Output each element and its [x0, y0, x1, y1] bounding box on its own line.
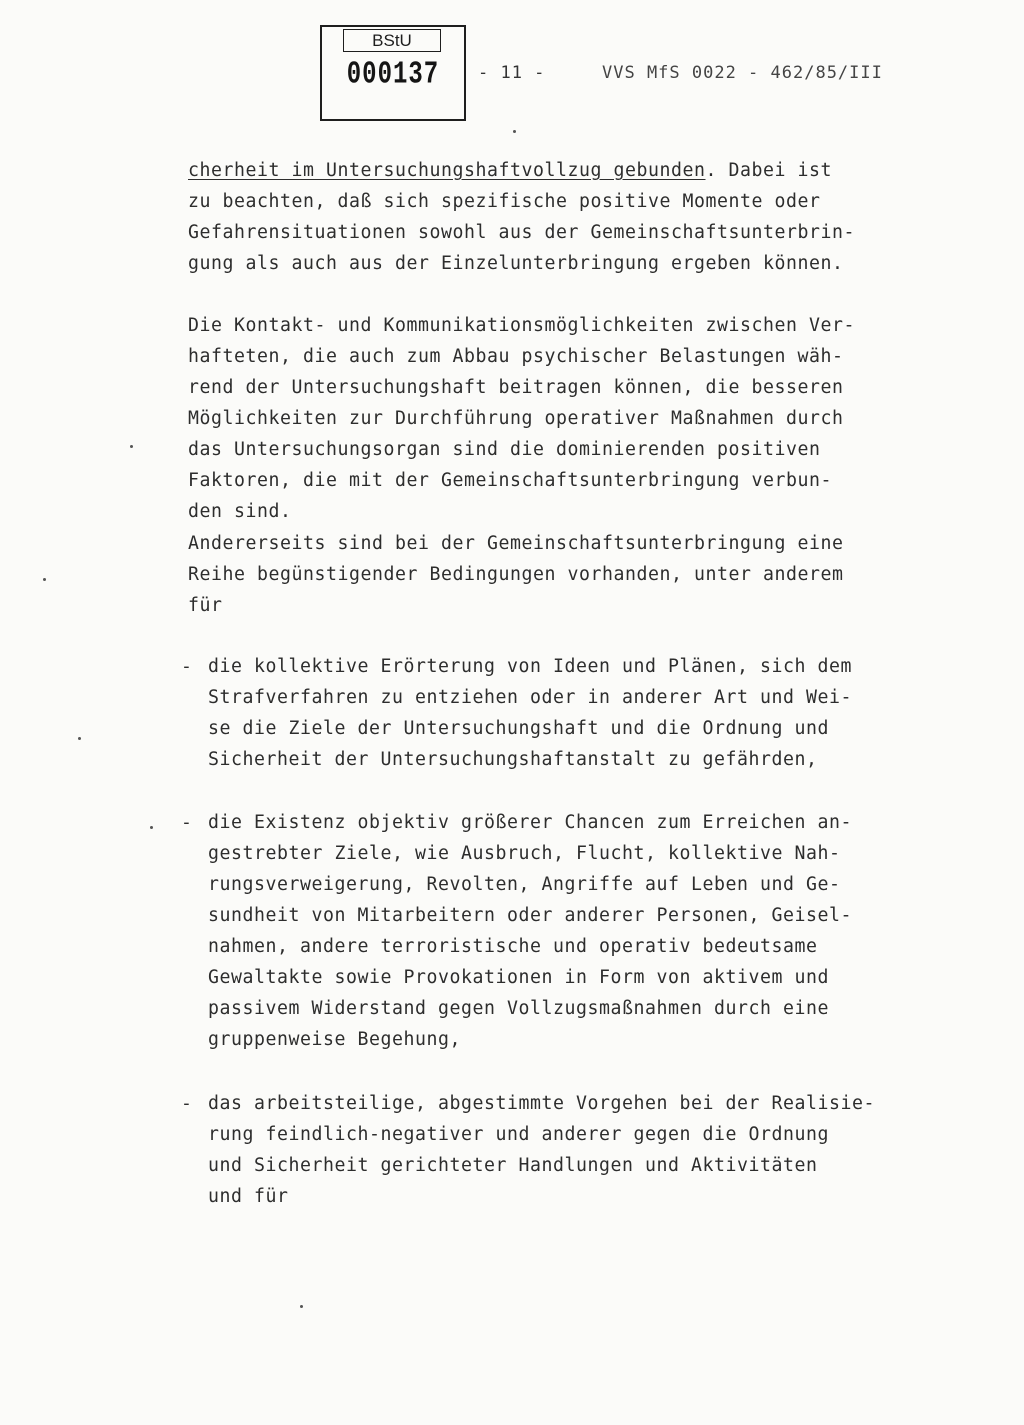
list-item-2-line-3: rungsverweigerung, Revolten, Angriffe auf Leben und Ge- — [208, 874, 841, 895]
document-reference: VVS MfS 0022 - 462/85/III — [602, 63, 883, 83]
list-item-1-line-3: se die Ziele der Untersuchungshaft und die Ordnung und — [208, 718, 829, 739]
paragraph-1-line-4: gung als auch aus der Einzelunterbringung ergeben können. — [188, 253, 844, 274]
paragraph-2-line-8: Andererseits sind bei der Gemeinschaftsunterbringung eine — [188, 533, 844, 554]
archive-stamp-label: BStU — [372, 31, 412, 50]
list-item-1-line-2: Strafverfahren zu entziehen oder in anderer Art und Wei- — [208, 687, 852, 708]
line-continuation: . Dabei ist — [705, 160, 832, 181]
list-item-2-line-5: nahmen, andere terroristische und operativ bedeutsame — [208, 936, 818, 957]
paragraph-2-line-6: Faktoren, die mit der Gemeinschaftsunterbringung verbun- — [188, 470, 832, 491]
page-number: - 11 - — [478, 63, 546, 83]
list-item-2-line-1: die Existenz objektiv größerer Chancen zum Erreichen an- — [208, 812, 852, 833]
underlined-text: cherheit im Untersuchungshaftvollzug gebunden — [188, 160, 706, 181]
paragraph-2-line-5: das Untersuchungsorgan sind die dominierenden positiven — [188, 439, 821, 460]
scan-speck — [43, 578, 46, 581]
list-item-3-line-1: das arbeitsteilige, abgestimmte Vorgehen bei der Realisie- — [208, 1093, 875, 1114]
list-item-3-line-3: und Sicherheit gerichteter Handlungen und Aktivitäten — [208, 1155, 818, 1176]
list-item-2-marker: - — [181, 812, 192, 833]
scan-speck — [150, 826, 153, 829]
scan-speck — [513, 130, 516, 133]
paragraph-1-line-2: zu beachten, daß sich spezifische positive Momente oder — [188, 191, 821, 212]
list-item-2-line-4: sundheit von Mitarbeitern oder anderer Personen, Geisel- — [208, 905, 852, 926]
list-item-3-line-4: und für — [208, 1186, 289, 1207]
list-item-2-line-7: passivem Widerstand gegen Vollzugsmaßnahmen durch eine — [208, 998, 829, 1019]
paragraph-1-line-3: Gefahrensituationen sowohl aus der Gemeinschaftsunterbrin- — [188, 222, 855, 243]
list-item-2-line-6: Gewaltakte sowie Provokationen in Form von aktivem und — [208, 967, 829, 988]
list-item-2-line-8: gruppenweise Begehung, — [208, 1029, 461, 1050]
paragraph-1-line-1 — [188, 160, 832, 181]
paragraph-2-line-2: hafteten, die auch zum Abbau psychischer Belastungen wäh- — [188, 346, 844, 367]
scan-speck — [130, 445, 133, 448]
list-item-3-line-2: rung feindlich-negativer und anderer gegen die Ordnung — [208, 1124, 829, 1145]
list-item-2-line-2: gestrebter Ziele, wie Ausbruch, Flucht, kollektive Nah- — [208, 843, 841, 864]
paragraph-2-line-1: Die Kontakt- und Kommunikationsmöglichkeiten zwischen Ver- — [188, 315, 855, 336]
list-item-1-line-4: Sicherheit der Untersuchungshaftanstalt zu gefährden, — [208, 749, 818, 770]
scan-speck — [78, 737, 81, 740]
list-item-1-marker: - — [181, 656, 192, 677]
paragraph-2-line-10: für — [188, 595, 223, 616]
archive-stamp-number: 000137 — [346, 58, 440, 94]
paragraph-2-line-3: rend der Untersuchungshaft beitragen können, die besseren — [188, 377, 844, 398]
paragraph-2-line-9: Reihe begünstigender Bedingungen vorhanden, unter anderem — [188, 564, 844, 585]
paragraph-2-line-4: Möglichkeiten zur Durchführung operativer Maßnahmen durch — [188, 408, 844, 429]
paragraph-2-line-7: den sind. — [188, 501, 292, 522]
list-item-3-marker: - — [181, 1093, 192, 1114]
list-item-1-line-1: die kollektive Erörterung von Ideen und Plänen, sich dem — [208, 656, 852, 677]
scan-speck — [300, 1305, 303, 1308]
